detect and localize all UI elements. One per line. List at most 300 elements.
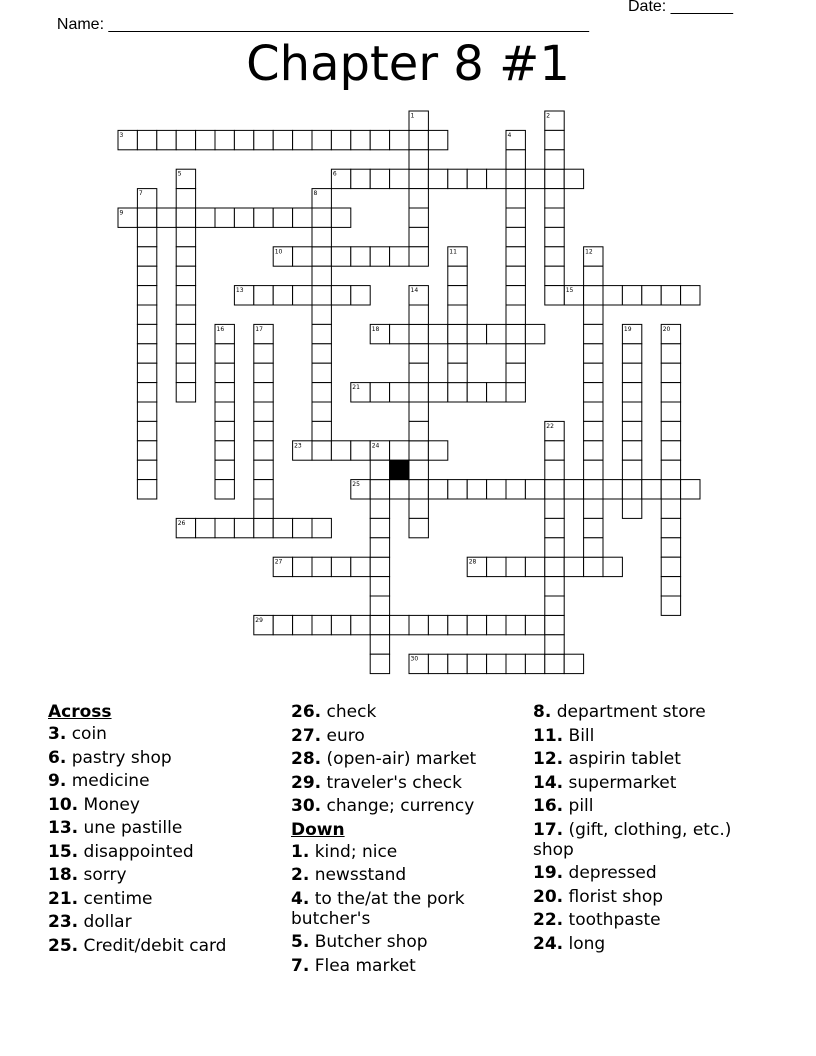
clue-number-label: 23 xyxy=(294,442,302,450)
crossword-cell[interactable] xyxy=(545,577,564,596)
crossword-cell[interactable] xyxy=(622,441,641,460)
crossword-cell[interactable] xyxy=(312,227,331,246)
crossword-cell[interactable] xyxy=(642,480,661,499)
crossword-cell[interactable] xyxy=(584,421,603,440)
clue-item xyxy=(533,910,773,930)
crossword-cell[interactable] xyxy=(176,189,195,208)
crossword-cell[interactable] xyxy=(390,441,409,460)
crossword-cell[interactable] xyxy=(137,266,156,285)
crossword-cell[interactable] xyxy=(564,654,583,673)
crossword-cell[interactable] xyxy=(661,480,680,499)
crossword-cell[interactable] xyxy=(137,305,156,324)
crossword-cell[interactable] xyxy=(370,480,389,499)
crossword-cell[interactable] xyxy=(176,247,195,266)
crossword-cell[interactable] xyxy=(409,344,428,363)
crossword-cell[interactable] xyxy=(331,441,350,460)
crossword-cell[interactable] xyxy=(661,557,680,576)
crossword-cell[interactable] xyxy=(487,480,506,499)
clue-number-label: 8 xyxy=(313,190,318,198)
crossword-cell[interactable] xyxy=(137,227,156,246)
clue-text: supermarket xyxy=(568,772,677,793)
crossword-cell[interactable] xyxy=(176,344,195,363)
crossword-cell[interactable] xyxy=(661,518,680,537)
crossword-cell[interactable] xyxy=(506,150,525,169)
crossword-cell[interactable] xyxy=(545,227,564,246)
crossword-cell[interactable] xyxy=(331,130,350,149)
crossword-cell[interactable] xyxy=(176,324,195,343)
crossword-cell[interactable] xyxy=(254,499,273,518)
crossword-cell[interactable] xyxy=(137,286,156,305)
crossword-cell[interactable] xyxy=(467,654,486,673)
crossword-cell[interactable] xyxy=(254,286,273,305)
clue-number: 18. xyxy=(48,865,79,885)
crossword-cell[interactable] xyxy=(545,189,564,208)
crossword-cell[interactable] xyxy=(506,266,525,285)
crossword-cell[interactable] xyxy=(545,654,564,673)
crossword-cell[interactable] xyxy=(661,441,680,460)
crossword-cell[interactable] xyxy=(448,615,467,634)
crossword-cell[interactable] xyxy=(448,654,467,673)
crossword-cell[interactable] xyxy=(448,286,467,305)
crossword-cell[interactable] xyxy=(370,615,389,634)
crossword-cell[interactable] xyxy=(254,208,273,227)
crossword-cell[interactable] xyxy=(545,518,564,537)
crossword-cell[interactable] xyxy=(409,324,428,343)
crossword-cell[interactable] xyxy=(390,324,409,343)
crossword-cell[interactable] xyxy=(137,480,156,499)
crossword-cell[interactable] xyxy=(370,499,389,518)
crossword-cell[interactable] xyxy=(661,596,680,615)
crossword-cell[interactable] xyxy=(545,499,564,518)
crossword-cell[interactable] xyxy=(370,654,389,673)
crossword-cell[interactable] xyxy=(176,286,195,305)
crossword-cell[interactable] xyxy=(661,344,680,363)
crossword-cell[interactable] xyxy=(525,324,544,343)
crossword-cell[interactable] xyxy=(487,557,506,576)
crossword-cell[interactable] xyxy=(603,286,622,305)
crossword-cell[interactable] xyxy=(390,615,409,634)
crossword-cell[interactable] xyxy=(584,383,603,402)
crossword-cell[interactable] xyxy=(564,169,583,188)
crossword-cell[interactable] xyxy=(409,518,428,537)
crossword-cell[interactable] xyxy=(293,208,312,227)
crossword-cell[interactable] xyxy=(370,518,389,537)
crossword-cell[interactable] xyxy=(273,286,292,305)
crossword-cell[interactable] xyxy=(467,480,486,499)
crossword-cell[interactable] xyxy=(584,286,603,305)
crossword-cell[interactable] xyxy=(428,383,447,402)
crossword-cell[interactable] xyxy=(409,189,428,208)
crossword-cell[interactable] xyxy=(312,518,331,537)
crossword-cell[interactable] xyxy=(293,286,312,305)
crossword-cell[interactable] xyxy=(312,130,331,149)
crossword-cell[interactable] xyxy=(215,130,234,149)
crossword-cell[interactable] xyxy=(176,363,195,382)
crossword-cell[interactable] xyxy=(409,441,428,460)
crossword-cell[interactable] xyxy=(545,615,564,634)
crossword-cell[interactable] xyxy=(545,208,564,227)
crossword-cell[interactable] xyxy=(409,499,428,518)
crossword-cell[interactable] xyxy=(293,557,312,576)
crossword-cell[interactable] xyxy=(506,227,525,246)
crossword-cell[interactable] xyxy=(215,480,234,499)
crossword-cell[interactable] xyxy=(545,169,564,188)
crossword-cell[interactable] xyxy=(234,518,253,537)
crossword-cell[interactable] xyxy=(622,480,641,499)
crossword-cell[interactable] xyxy=(545,266,564,285)
crossword-cell[interactable] xyxy=(157,208,176,227)
crossword-cell[interactable] xyxy=(351,247,370,266)
crossword-cell[interactable] xyxy=(254,402,273,421)
crossword-cell[interactable] xyxy=(234,130,253,149)
crossword-cell[interactable] xyxy=(370,247,389,266)
crossword-cell[interactable] xyxy=(545,150,564,169)
crossword-cell[interactable] xyxy=(467,615,486,634)
clue-number-label: 9 xyxy=(119,209,124,217)
crossword-cell[interactable] xyxy=(331,557,350,576)
clue-text: check xyxy=(326,702,377,722)
crossword-cell[interactable] xyxy=(215,383,234,402)
crossword-cell[interactable] xyxy=(661,538,680,557)
crossword-cell[interactable] xyxy=(584,402,603,421)
crossword-cell[interactable] xyxy=(506,615,525,634)
crossword-cell[interactable] xyxy=(196,208,215,227)
crossword-cell[interactable] xyxy=(293,518,312,537)
crossword-cell[interactable] xyxy=(312,324,331,343)
crossword-block-cell xyxy=(390,460,409,479)
crossword-cell[interactable] xyxy=(176,227,195,246)
crossword-cell[interactable] xyxy=(293,615,312,634)
crossword-cell[interactable] xyxy=(370,538,389,557)
crossword-cell[interactable] xyxy=(254,441,273,460)
crossword-cell[interactable] xyxy=(506,169,525,188)
crossword-cell[interactable] xyxy=(506,480,525,499)
crossword-cell[interactable] xyxy=(370,577,389,596)
clue-number-label: 5 xyxy=(177,170,182,178)
crossword-cell[interactable] xyxy=(370,169,389,188)
crossword-cell[interactable] xyxy=(681,286,700,305)
crossword-cell[interactable] xyxy=(545,538,564,557)
crossword-cell[interactable] xyxy=(584,441,603,460)
crossword-cell[interactable] xyxy=(428,480,447,499)
crossword-cell[interactable] xyxy=(409,421,428,440)
crossword-cell[interactable] xyxy=(370,383,389,402)
crossword-cell[interactable] xyxy=(661,421,680,440)
crossword-cell[interactable] xyxy=(428,324,447,343)
crossword-cell[interactable] xyxy=(312,441,331,460)
crossword-cell[interactable] xyxy=(196,518,215,537)
crossword-cell[interactable] xyxy=(351,557,370,576)
crossword-cell[interactable] xyxy=(506,654,525,673)
crossword-cell[interactable] xyxy=(215,460,234,479)
crossword-cell[interactable] xyxy=(506,305,525,324)
crossword-cell[interactable] xyxy=(584,538,603,557)
crossword-cell[interactable] xyxy=(137,441,156,460)
crossword-cell[interactable] xyxy=(312,402,331,421)
crossword-cell[interactable] xyxy=(428,615,447,634)
crossword-cell[interactable] xyxy=(137,208,156,227)
clue-number-label: 16 xyxy=(216,325,225,333)
crossword-cell[interactable] xyxy=(467,383,486,402)
clue-item xyxy=(291,956,531,976)
clue-number: 22. xyxy=(533,910,564,930)
crossword-cell[interactable] xyxy=(487,615,506,634)
crossword-cell[interactable] xyxy=(428,441,447,460)
crossword-cell[interactable] xyxy=(273,518,292,537)
clue-text: newsstand xyxy=(314,865,407,885)
crossword-cell[interactable] xyxy=(448,305,467,324)
crossword-cell[interactable] xyxy=(254,130,273,149)
crossword-cell[interactable] xyxy=(331,286,350,305)
crossword-cell[interactable] xyxy=(603,557,622,576)
crossword-cell[interactable] xyxy=(506,247,525,266)
crossword-cell[interactable] xyxy=(448,169,467,188)
crossword-cell[interactable] xyxy=(370,130,389,149)
crossword-cell[interactable] xyxy=(273,130,292,149)
crossword-cell[interactable] xyxy=(409,363,428,382)
crossword-cell[interactable] xyxy=(215,402,234,421)
crossword-cell[interactable] xyxy=(254,421,273,440)
crossword-cell[interactable] xyxy=(137,363,156,382)
crossword-cell[interactable] xyxy=(215,344,234,363)
crossword-cell[interactable] xyxy=(661,499,680,518)
crossword-cell[interactable] xyxy=(661,363,680,382)
crossword-cell[interactable] xyxy=(390,247,409,266)
crossword-cell[interactable] xyxy=(467,169,486,188)
crossword-cell[interactable] xyxy=(331,247,350,266)
crossword-cell[interactable] xyxy=(622,460,641,479)
crossword-cell[interactable] xyxy=(661,286,680,305)
clue-item xyxy=(291,726,531,746)
crossword-cell[interactable] xyxy=(622,344,641,363)
crossword-cell[interactable] xyxy=(506,557,525,576)
crossword-cell[interactable] xyxy=(545,441,564,460)
crossword-cell[interactable] xyxy=(545,247,564,266)
crossword-cell[interactable] xyxy=(525,615,544,634)
crossword-cell[interactable] xyxy=(584,480,603,499)
crossword-cell[interactable] xyxy=(176,208,195,227)
crossword-cell[interactable] xyxy=(273,208,292,227)
crossword-cell[interactable] xyxy=(137,421,156,440)
crossword-cell[interactable] xyxy=(390,130,409,149)
crossword-cell[interactable] xyxy=(312,344,331,363)
crossword-cell[interactable] xyxy=(390,169,409,188)
crossword-cell[interactable] xyxy=(137,460,156,479)
clue-number-label: 1 xyxy=(410,112,415,120)
crossword-cell[interactable] xyxy=(351,615,370,634)
crossword-cell[interactable] xyxy=(215,363,234,382)
crossword-cell[interactable] xyxy=(409,130,428,149)
crossword-cell[interactable] xyxy=(254,480,273,499)
crossword-cell[interactable] xyxy=(215,421,234,440)
crossword-cell[interactable] xyxy=(312,363,331,382)
crossword-cell[interactable] xyxy=(215,441,234,460)
crossword-cell[interactable] xyxy=(584,363,603,382)
crossword-cell[interactable] xyxy=(137,383,156,402)
crossword-cell[interactable] xyxy=(487,654,506,673)
crossword-cell[interactable] xyxy=(409,169,428,188)
crossword-cell[interactable] xyxy=(293,247,312,266)
crossword-cell[interactable] xyxy=(661,577,680,596)
crossword-cell[interactable] xyxy=(487,383,506,402)
crossword-cell[interactable] xyxy=(409,305,428,324)
crossword-cell[interactable] xyxy=(584,557,603,576)
crossword-cell[interactable] xyxy=(293,130,312,149)
crossword-cell[interactable] xyxy=(409,227,428,246)
crossword-cell[interactable] xyxy=(584,344,603,363)
crossword-cell[interactable] xyxy=(176,305,195,324)
crossword-cell[interactable] xyxy=(545,635,564,654)
crossword-cell[interactable] xyxy=(409,150,428,169)
crossword-cell[interactable] xyxy=(448,324,467,343)
crossword-cell[interactable] xyxy=(273,615,292,634)
date-field-label: Date: _______ xyxy=(628,0,733,15)
crossword-cell[interactable] xyxy=(622,402,641,421)
clue-number: 29. xyxy=(291,772,322,793)
crossword-cell[interactable] xyxy=(176,266,195,285)
crossword-cell[interactable] xyxy=(409,383,428,402)
crossword-cell[interactable] xyxy=(409,615,428,634)
crossword-cell[interactable] xyxy=(467,324,486,343)
crossword-cell[interactable] xyxy=(254,460,273,479)
crossword-cell[interactable] xyxy=(448,344,467,363)
crossword-cell[interactable] xyxy=(215,208,234,227)
crossword-cell[interactable] xyxy=(642,286,661,305)
crossword-cell[interactable] xyxy=(525,480,544,499)
crossword-cell[interactable] xyxy=(351,441,370,460)
crossword-cell[interactable] xyxy=(661,402,680,421)
clue-item xyxy=(533,863,773,883)
crossword-cell[interactable] xyxy=(506,363,525,382)
crossword-cell[interactable] xyxy=(351,169,370,188)
clue-text: kind; nice xyxy=(314,841,398,862)
clue-text: Credit/debit card xyxy=(83,935,227,956)
crossword-cell[interactable] xyxy=(584,499,603,518)
crossword-cell[interactable] xyxy=(312,557,331,576)
crossword-cell[interactable] xyxy=(390,383,409,402)
crossword-cell[interactable] xyxy=(312,286,331,305)
crossword-cell[interactable] xyxy=(622,499,641,518)
crossword-cell[interactable] xyxy=(137,402,156,421)
crossword-cell[interactable] xyxy=(525,557,544,576)
crossword-cell[interactable] xyxy=(545,557,564,576)
crossword-cell[interactable] xyxy=(506,324,525,343)
crossword-cell[interactable] xyxy=(312,266,331,285)
crossword-cell[interactable] xyxy=(525,654,544,673)
crossword-cell[interactable] xyxy=(506,208,525,227)
crossword-cell[interactable] xyxy=(254,383,273,402)
crossword-cell[interactable] xyxy=(584,266,603,285)
crossword-cell[interactable] xyxy=(545,460,564,479)
crossword-cell[interactable] xyxy=(215,518,234,537)
crossword-cell[interactable] xyxy=(370,635,389,654)
crossword-cell[interactable] xyxy=(137,344,156,363)
crossword-cell[interactable] xyxy=(545,130,564,149)
crossword-cell[interactable] xyxy=(564,557,583,576)
crossword-cell[interactable] xyxy=(157,130,176,149)
crossword-cell[interactable] xyxy=(409,480,428,499)
crossword-cell[interactable] xyxy=(196,130,215,149)
crossword-cell[interactable] xyxy=(603,480,622,499)
crossword-cell[interactable] xyxy=(312,208,331,227)
crossword-cell[interactable] xyxy=(254,518,273,537)
crossword-cell[interactable] xyxy=(584,460,603,479)
crossword-cell[interactable] xyxy=(564,480,583,499)
crossword-cell[interactable] xyxy=(390,480,409,499)
crossword-cell[interactable] xyxy=(312,383,331,402)
crossword-cell[interactable] xyxy=(584,518,603,537)
crossword-cell[interactable] xyxy=(622,421,641,440)
crossword-cell[interactable] xyxy=(312,247,331,266)
crossword-cell[interactable] xyxy=(254,363,273,382)
crossword-cell[interactable] xyxy=(525,169,544,188)
crossword-cell[interactable] xyxy=(448,480,467,499)
crossword-cell[interactable] xyxy=(176,130,195,149)
crossword-cell[interactable] xyxy=(448,266,467,285)
crossword-cell[interactable] xyxy=(428,169,447,188)
crossword-cell[interactable] xyxy=(661,383,680,402)
crossword-cell[interactable] xyxy=(545,286,564,305)
crossword-cell[interactable] xyxy=(254,344,273,363)
crossword-cell[interactable] xyxy=(506,383,525,402)
clue-text: pill xyxy=(568,796,594,816)
crossword-cell[interactable] xyxy=(506,286,525,305)
clue-text: disappointed xyxy=(83,841,194,862)
crossword-cell[interactable] xyxy=(661,460,680,479)
crossword-cell[interactable] xyxy=(351,286,370,305)
crossword-cell[interactable] xyxy=(234,208,253,227)
crossword-cell[interactable] xyxy=(448,383,467,402)
clue-number-label: 30 xyxy=(410,655,419,663)
crossword-cell[interactable] xyxy=(137,324,156,343)
crossword-cell[interactable] xyxy=(312,305,331,324)
crossword-cell[interactable] xyxy=(351,130,370,149)
crossword-cell[interactable] xyxy=(137,247,156,266)
clue-item xyxy=(291,702,531,722)
crossword-cell[interactable] xyxy=(176,383,195,402)
crossword-cell[interactable] xyxy=(370,557,389,576)
crossword-cell[interactable] xyxy=(370,596,389,615)
crossword-cell[interactable] xyxy=(409,247,428,266)
crossword-cell[interactable] xyxy=(409,402,428,421)
clue-text: department store xyxy=(556,702,706,722)
crossword-cell[interactable] xyxy=(312,421,331,440)
crossword-cell[interactable] xyxy=(545,480,564,499)
crossword-cell[interactable] xyxy=(428,130,447,149)
crossword-cell[interactable] xyxy=(506,189,525,208)
crossword-cell[interactable] xyxy=(506,344,525,363)
crossword-cell[interactable] xyxy=(409,460,428,479)
crossword-cell[interactable] xyxy=(331,208,350,227)
crossword-cell[interactable] xyxy=(622,383,641,402)
crossword-cell[interactable] xyxy=(622,363,641,382)
clue-number: 12. xyxy=(533,749,564,769)
crossword-cell[interactable] xyxy=(428,654,447,673)
crossword-cell[interactable] xyxy=(448,363,467,382)
crossword-cell[interactable] xyxy=(331,615,350,634)
crossword-cell[interactable] xyxy=(312,615,331,634)
crossword-cell[interactable] xyxy=(584,305,603,324)
crossword-cell[interactable] xyxy=(409,208,428,227)
crossword-cell[interactable] xyxy=(622,286,641,305)
crossword-cell[interactable] xyxy=(487,324,506,343)
crossword-cell[interactable] xyxy=(370,460,389,479)
crossword-cell[interactable] xyxy=(545,596,564,615)
crossword-cell[interactable] xyxy=(681,480,700,499)
crossword-cell[interactable] xyxy=(584,324,603,343)
crossword-cell[interactable] xyxy=(137,130,156,149)
crossword-cell[interactable] xyxy=(487,169,506,188)
